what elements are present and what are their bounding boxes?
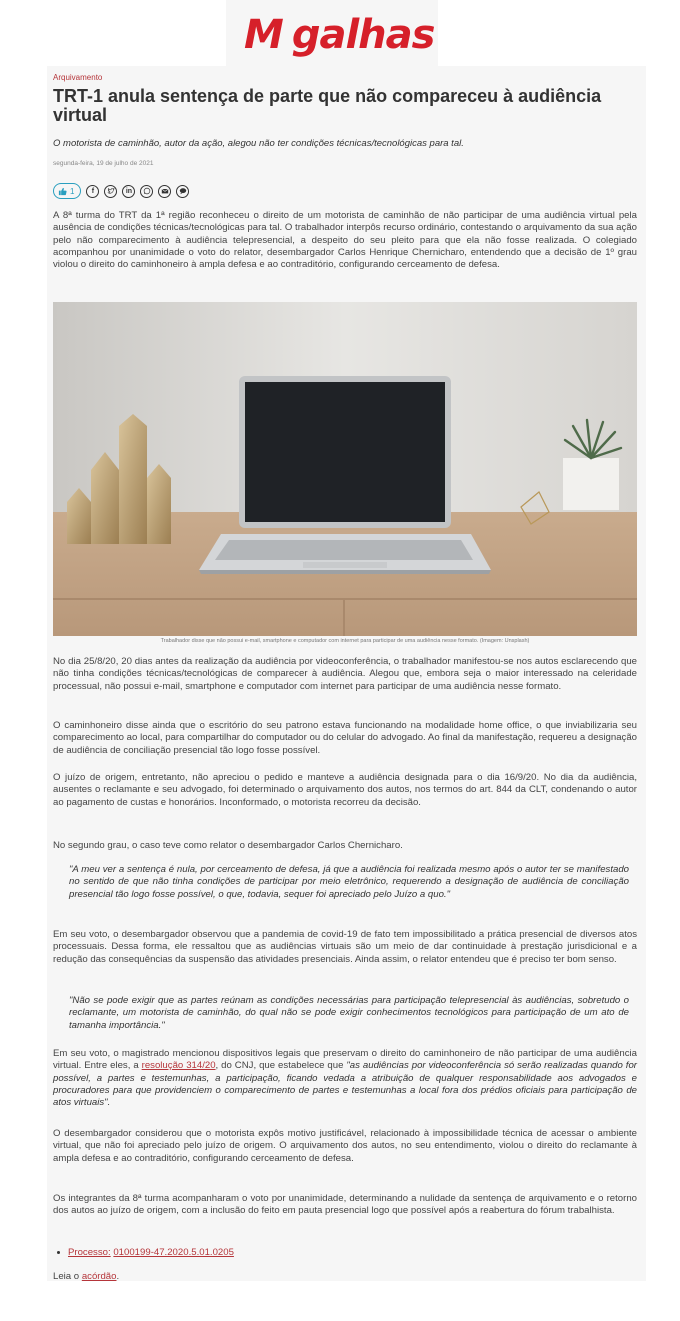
paragraph-2: No dia 25/8/20, 20 dias antes da realização da audiência por videoconferência, o trabalhador manifestou-se nos autos esclarecendo que não tinha condições técnicas/tecnológicas de comparecer à audiência. Alegou que, embora seja o maior interessado na celeridade processual, não possui e-mail, smartphone e computador com internet para participar de uma audiência nesse formato. [53,656,637,692]
share-bar [53,183,189,199]
bullet-dot [57,1251,60,1254]
article-photo [53,302,637,636]
paragraph-1: A 8ª turma do TRT da 1ª região reconheceu o direito de um motorista de caminhão de não participar de uma audiência virtual pela ausência de condições técnicas/tecnológicas para tal. O trabalhador interpôs recurso ordinário, contestando o arquivamento da sua ação pelo não comparecimento à audiência telepresencial, a despeito do seu pleito para que ela não fosse realizada. O colegiado acompanhou por unanimidade o voto do relator, desembargador Carlos Henrique Chernicharo, entendendo que a decisão de 1º grau violou o direito do caminhoneiro à ampla defesa e ao contraditório, configurando cerceamento de defesa. [53,210,637,271]
paragraph-7: Em seu voto, o magistrado mencionou dispositivos legais que preservam o direito do caminhoneiro de não participar de uma audiência virtual. Entre eles, a resolução 314/20, do CNJ, que estabelece que "as audiências por videoconferência só serão realizadas quando for possível, a partes e testemunhas, a participação, ficando vedada a atribuição de qualquer responsabilidade aos advogados e procuradores para que providenciem o comparecimento de partes e testemunhas a local fora dos prédios oficiais para participação de atos virtuais". [53,1048,637,1109]
like-button[interactable] [53,183,81,199]
photo-caption: Trabalhador disse que não possui e-mail, smartphone e computador com internet para participar de uma audiência nesse formato. (Imagem: Unsplash) [160,638,530,644]
article-subtitle: O motorista de caminhão, autor da ação, alegou não ter condições técnicas/tecnológicas para tal. [53,138,464,149]
process-item: Processo: 0100199-47.2020.5.01.0205 [57,1247,234,1258]
linkedin-icon[interactable]: in [122,185,135,198]
like-count: 1 [70,186,75,196]
decision-link[interactable]: acórdão [81,1271,117,1282]
site-header [226,0,438,66]
paragraph-8: O desembargador considerou que o motorista expôs motivo justificável, relacionado à impossibilidade técnica de acessar o ambiente virtual, que não foi apreciado pelo juízo de origem. O arquivamento dos autos, no seu entendimento, violou o direito do reclamante à ampla defesa e ao contraditório, configurando cerceamento de defesa. [53,1128,637,1164]
read-decision: Leia o acórdão. [53,1271,120,1282]
paragraph-6: Em seu voto, o desembargador observou que a pandemia de covid-19 de fato tem impossibilitado a prática presencial de diversos atos processuais. Dessa forma, ele ressaltou que as audiências virtuais são um meio de dar continuidade à prestação jurisdicional e a redução das consequências da suspensão das atividades presenciais. Ainda assim, o relator entendeu que é preciso ter bom senso. [53,929,637,965]
email-icon[interactable] [158,185,171,198]
paragraph-9: Os integrantes da 8ª turma acompanharam o voto por unanimidade, determinando a nulidade da sentença de arquivamento e o retorno dos autos ao juízo de origem, com a inclusão do feito em pauta presencial logo que possível após a reabertura do fórum trabalhista. [53,1193,637,1217]
paragraph-3: O caminhoneiro disse ainda que o escritório do seu patrono estava funcionando na modalidade home office, o que inviabilizaria seu comparecimento ao local, para compartilhar do computador ou do celular do advogado. Ao final da manifestação, requereu a designação de audiência de conciliação presencial tão logo fosse possível. [53,720,637,756]
process-link[interactable]: 0100199-47.2020.5.01.0205 [113,1247,234,1258]
whatsapp-icon[interactable] [140,185,153,198]
article-category[interactable]: Arquivamento [53,73,103,82]
paragraph-5: No segundo grau, o caso teve como relator o desembargador Carlos Chernicharo. [53,840,403,851]
migalhas-logo[interactable]: M galhas [244,12,435,58]
article-date: segunda-feira, 19 de julho de 2021 [53,160,154,167]
facebook-icon[interactable]: f [86,185,99,198]
twitter-icon[interactable] [104,185,117,198]
laptop-desk-image [53,302,637,636]
paragraph-4: O juízo de origem, entretanto, não apreciou o pedido e manteve a audiência designada para o dia 16/9/20. No dia da audiência, ausentes o reclamante e seu advogado, foi determinado o arquivamento dos autos, nos termos do art. 844 da CLT, condenando o autor ao pagamento de custas e honorários. Inconformado, o motorista recorreu da decisão. [53,772,637,808]
quote-1: "A meu ver a sentença é nula, por cerceamento de defesa, já que a audiência foi realizada mesmo após o autor ter se manifestado no sentido de que não tinha condições de participar por meio eletrônico, requerendo a designação de audiência de conciliação presencial tão logo fosse possível, o que, todavia, sequer foi apreciado pelo Juízo a quo." [69,864,629,900]
comment-icon[interactable] [176,185,189,198]
thumbs-up-icon [58,187,67,196]
article-title: TRT-1 anula sentença de parte que não compareceu à audiência virtual [53,86,602,125]
article-card [47,66,646,1281]
quote-2: "Não se pode exigir que as partes reúnam as condições necessárias para participação telepresencial às audiências, sobretudo o reclamante, um motorista de caminhão, do qual não se pode exigir conhecimentos tecnológicos para participação de um ato de tamanha importância." [69,995,629,1031]
resolution-link[interactable]: resolução 314/20 [141,1060,216,1072]
